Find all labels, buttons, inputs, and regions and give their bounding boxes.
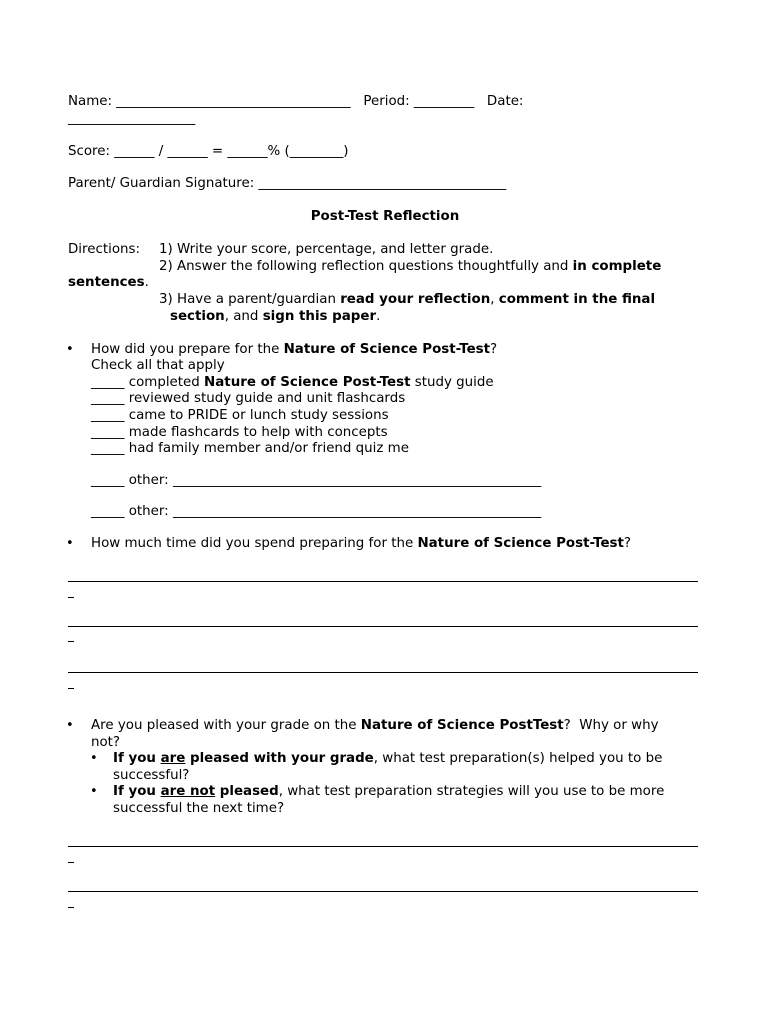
- bullet-icon: •: [66, 718, 74, 733]
- bullet-icon: •: [90, 751, 98, 766]
- answer-line-tail: [68, 907, 74, 908]
- option-other-2[interactable]: _____ other: _______________________________________________________: [91, 504, 542, 519]
- question-3-sub-2: If you are not pleased, what test preparation strategies will you use to be more: [113, 784, 665, 799]
- bullet-icon: •: [66, 342, 74, 357]
- option-study-guide[interactable]: _____ completed Nature of Science Post-Test study guide: [91, 375, 494, 390]
- directions-step-2-cont: sentences.: [68, 275, 149, 290]
- answer-line-tail: [68, 597, 74, 598]
- answer-line[interactable]: [68, 672, 698, 673]
- directions-step-1: 1) Write your score, percentage, and letter grade.: [159, 242, 494, 257]
- date-blank[interactable]: ___________________: [68, 111, 196, 126]
- question-2: How much time did you spend preparing for the Nature of Science Post-Test?: [91, 536, 632, 551]
- option-pride-sessions[interactable]: _____ came to PRIDE or lunch study sessions: [91, 408, 389, 423]
- option-flashcards[interactable]: _____ reviewed study guide and unit flashcards: [91, 391, 406, 406]
- bullet-icon: •: [90, 784, 98, 799]
- score-line[interactable]: Score: ______ / ______ = ______% (________): [68, 144, 349, 159]
- option-other-1[interactable]: _____ other: _______________________________________________________: [91, 473, 542, 488]
- answer-line[interactable]: [68, 846, 698, 847]
- directions-step-2: 2) Answer the following reflection questions thoughtfully and in complete: [159, 259, 662, 274]
- question-1: How did you prepare for the Nature of Science Post-Test?: [91, 342, 498, 357]
- answer-line-tail: [68, 862, 74, 863]
- directions-step-3: 3) Have a parent/guardian read your reflection, comment in the final: [159, 292, 656, 307]
- name-period-date-line[interactable]: Name: ___________________________________ Period: _________ Date:: [68, 94, 524, 109]
- question-3-sub-2-cont: successful the next time?: [113, 801, 285, 816]
- option-quiz-me[interactable]: _____ had family member and/or friend quiz me: [91, 441, 409, 456]
- parent-signature-line[interactable]: Parent/ Guardian Signature: _____________________________________: [68, 176, 507, 191]
- page-title: Post-Test Reflection: [310, 209, 460, 224]
- answer-line[interactable]: [68, 891, 698, 892]
- question-1-instruction: Check all that apply: [91, 358, 225, 373]
- bullet-icon: •: [66, 536, 74, 551]
- directions-label: Directions:: [68, 242, 140, 257]
- question-3-cont: not?: [91, 735, 121, 750]
- directions-step-3-cont: section, and sign this paper.: [170, 309, 381, 324]
- option-made-flashcards[interactable]: _____ made flashcards to help with concepts: [91, 425, 388, 440]
- answer-line[interactable]: [68, 581, 698, 582]
- question-3: Are you pleased with your grade on the Nature of Science PostTest? Why or why: [91, 718, 659, 733]
- question-3-sub-1: If you are pleased with your grade, what test preparation(s) helped you to be: [113, 751, 663, 766]
- question-3-sub-1-cont: successful?: [113, 768, 190, 783]
- answer-line[interactable]: [68, 626, 698, 627]
- answer-line-tail: [68, 641, 74, 642]
- answer-line-tail: [68, 688, 74, 689]
